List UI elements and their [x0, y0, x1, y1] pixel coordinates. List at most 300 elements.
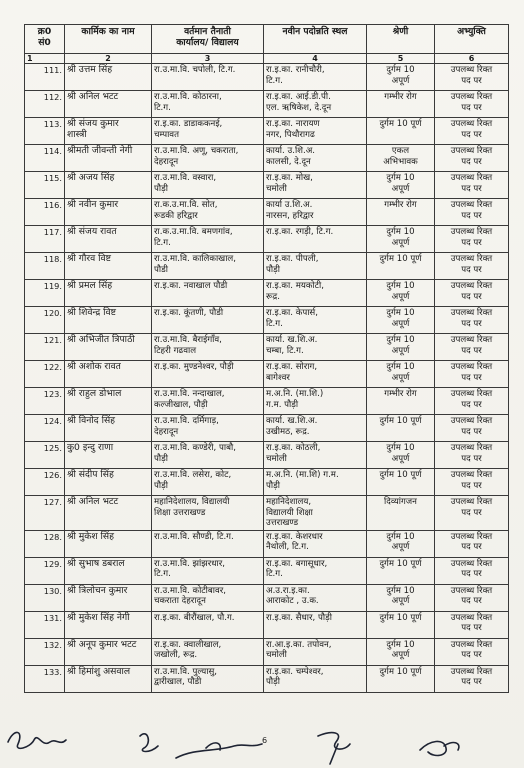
serial-number-cell-text: 123. [43, 389, 62, 399]
table-row [25, 638, 509, 665]
table-row [25, 253, 509, 280]
category-cell [367, 665, 435, 692]
current-posting-cell [152, 334, 264, 361]
employee-name-cell [65, 665, 152, 692]
remarks-cell [435, 91, 509, 118]
remarks-cell-text: उपलब्ध रिक्त पद पर [450, 558, 493, 579]
serial-number-cell-text: 116. [43, 200, 62, 210]
employee-name-cell-text: श्री मुकेश सिंह [67, 530, 114, 542]
serial-number-cell [25, 557, 65, 584]
serial-number-cell-text: 124. [43, 416, 62, 426]
employee-name-cell-text: श्री अजय सिंह [67, 172, 115, 183]
category-cell-text: दुर्गम 10 पूर्ण [379, 666, 422, 677]
category-cell [367, 496, 435, 531]
employee-name-cell-text: श्री संदीप सिंह [67, 469, 114, 480]
table-row [25, 64, 509, 91]
category-cell [367, 557, 435, 584]
employee-name-cell [65, 253, 152, 280]
serial-number-cell [25, 172, 65, 199]
column-number: 1 [25, 54, 65, 64]
serial-number-cell [25, 415, 65, 442]
category-cell [367, 64, 435, 91]
new-posting-cell [264, 145, 367, 172]
remarks-cell [435, 496, 509, 531]
remarks-cell-text: उपलब्ध रिक्त पद पर [450, 308, 493, 329]
current-posting-cell-text: रा.उ.मा.वि. नन्दाखाल, कल्जीखाल, पौड़ी [154, 389, 225, 410]
category-cell-text: दुर्गम 10 पूर्ण [379, 470, 422, 480]
serial-number-cell-text: 118. [43, 254, 62, 264]
table-row [25, 415, 509, 442]
table-body [25, 64, 509, 693]
column-number: 4 [264, 54, 367, 64]
current-posting-cell [152, 611, 264, 638]
serial-number-cell [25, 442, 65, 469]
remarks-cell [435, 118, 509, 145]
category-cell [367, 199, 435, 226]
table-row [25, 118, 509, 145]
employee-name-cell [65, 280, 152, 307]
serial-number-cell [25, 611, 65, 638]
remarks-cell-text: उपलब्ध रिक्त पद पर [450, 254, 493, 275]
table-row [25, 530, 509, 557]
category-cell [367, 388, 435, 415]
current-posting-cell [152, 280, 264, 307]
new-posting-cell [264, 496, 367, 531]
current-posting-cell [152, 388, 264, 415]
employee-name-cell-text: श्री मुकेश सिंह नेगी [67, 611, 130, 623]
employee-name-cell [65, 91, 152, 118]
new-posting-cell-text: रा.इ.का. सोराग, बागेश्वर [266, 362, 318, 383]
category-cell-text: दुर्गम 10 अपूर्ण [386, 308, 415, 329]
serial-number-cell [25, 145, 65, 172]
serial-number-cell [25, 388, 65, 415]
employee-name-cell-text: श्री अशोक रावत [67, 361, 121, 372]
category-cell [367, 253, 435, 280]
employee-name-cell-text: कु0 इन्दु राणा [67, 442, 114, 453]
serial-number-cell-text: 114. [43, 146, 62, 156]
current-posting-cell-text: महानिदेशालय, विद्यालयी शिक्षा उत्तराखण्ड [154, 497, 230, 518]
column-number-row [25, 54, 509, 64]
new-posting-cell-text: रा.इ.का. रगड़ी, टि.ग. [266, 227, 334, 237]
serial-number-cell-text: 127. [43, 497, 62, 507]
new-posting-cell [264, 64, 367, 91]
employee-name-cell-text: श्री अनिल भटट [67, 91, 119, 102]
current-posting-cell-text: रा.इ.का. डाडाककनई, चम्पावत [154, 119, 223, 140]
category-cell [367, 226, 435, 253]
category-cell [367, 280, 435, 307]
category-cell-text: दुर्गम 10 पूर्ण [379, 254, 422, 264]
serial-number-cell [25, 638, 65, 665]
new-posting-cell-text: कार्या. ख.शि.अ. चम्बा, टि.ग. [266, 335, 318, 356]
serial-number-cell-text: 128. [43, 531, 62, 542]
remarks-cell [435, 611, 509, 638]
category-cell [367, 334, 435, 361]
table-row [25, 145, 509, 172]
category-cell-text: दुर्गम 10 अपूर्ण [386, 585, 415, 606]
signature-4 [318, 733, 350, 764]
current-posting-cell-text: रा.इ.का. नवाखाल पौडी [154, 281, 228, 291]
employee-name-cell [65, 361, 152, 388]
remarks-cell-text: उपलब्ध रिक्त पद पर [450, 335, 493, 356]
employee-name-cell [65, 64, 152, 91]
serial-number-cell [25, 307, 65, 334]
employee-name-cell-text: श्री हिमांशु असवाल [67, 665, 131, 677]
serial-number-cell-text: 130. [43, 585, 62, 596]
current-posting-cell [152, 496, 264, 531]
table-row [25, 172, 509, 199]
remarks-cell [435, 280, 509, 307]
employee-name-cell-text: श्री शिवेन्द्र विष्ट [67, 307, 117, 318]
employee-name-cell-text: श्री अनिल भटट [67, 496, 119, 507]
new-posting-cell-text: म.अ.नि. (मा.शि.) ग.म. पौड़ी [266, 389, 324, 410]
remarks-cell [435, 388, 509, 415]
employee-name-cell [65, 557, 152, 584]
employee-name-cell [65, 415, 152, 442]
current-posting-cell [152, 226, 264, 253]
serial-number-cell [25, 469, 65, 496]
current-posting-cell [152, 307, 264, 334]
category-cell-text: दुर्गम 10 अपूर्ण [386, 281, 415, 302]
page-number: 6 [262, 736, 268, 745]
category-cell-text: दुर्गम 10 अपूर्ण [386, 362, 415, 383]
current-posting-cell [152, 584, 264, 611]
current-posting-cell-text: रा.उ.मा.वि. पुल्यासु, द्वारीखाल, पौडी [154, 666, 218, 687]
employee-name-cell [65, 584, 152, 611]
remarks-cell [435, 226, 509, 253]
current-posting-cell-text: रा.उ.मा.वि. लसेरा, कोट, पौड़ी [154, 470, 232, 491]
current-posting-cell [152, 415, 264, 442]
remarks-cell [435, 638, 509, 665]
remarks-cell [435, 145, 509, 172]
serial-number-cell [25, 64, 65, 91]
serial-number-cell-text: 113. [43, 119, 62, 129]
new-posting-cell [264, 415, 367, 442]
new-posting-cell-text: रा.इ.का. केशरधार नैथोली, टि.ग. [266, 531, 323, 552]
current-posting-cell [152, 665, 264, 692]
new-posting-cell-text: म.अ.नि. (मा.शि) ग.म. पौड़ी [266, 470, 339, 491]
new-posting-cell [264, 361, 367, 388]
employee-name-cell [65, 172, 152, 199]
remarks-cell [435, 334, 509, 361]
serial-number-cell-text: 122. [43, 362, 62, 372]
remarks-cell [435, 557, 509, 584]
new-posting-cell [264, 584, 367, 611]
remarks-cell-text: उपलब्ध रिक्त पद पर [450, 119, 493, 140]
remarks-cell [435, 415, 509, 442]
new-posting-cell-text: रा.इ.का. नारायण नगर, पिथौरागढ [266, 119, 320, 140]
table-row [25, 226, 509, 253]
new-posting-cell-text: रा.इ.का. पीपली, पौड़ी [266, 254, 319, 275]
current-posting-cell-text: रा.इ.का. कूंतणी, पौडी [154, 308, 224, 318]
new-posting-cell-text: कार्या. उ.शि.अ. कालसी, दे.दून [266, 146, 316, 167]
new-posting-cell-text: रा.इ.का. कोठली, चमोली [266, 443, 321, 464]
new-posting-cell [264, 118, 367, 145]
category-cell [367, 361, 435, 388]
remarks-cell-text: उपलब्ध रिक्त पद पर [450, 443, 493, 464]
serial-number-cell-text: 119. [43, 281, 62, 291]
current-posting-cell [152, 91, 264, 118]
serial-number-cell-text: 121. [43, 335, 62, 345]
employee-name-cell-text: श्री प्रमल सिंह [67, 280, 113, 291]
serial-number-cell [25, 334, 65, 361]
new-posting-cell [264, 665, 367, 692]
table-row [25, 199, 509, 226]
remarks-cell [435, 665, 509, 692]
employee-name-cell [65, 530, 152, 557]
current-posting-cell-text: रा.उ.मा.वि. कालिकाखाल, पौडी [154, 254, 236, 275]
employee-name-cell [65, 145, 152, 172]
column-number: 6 [435, 54, 509, 64]
category-cell-text: गम्भीर रोग [384, 389, 417, 399]
new-posting-cell [264, 199, 367, 226]
category-cell-text: गम्भीर रोग [384, 200, 417, 210]
header-current-posting: वर्तमान तैनाती कार्यालय/ विद्यालय [152, 25, 264, 54]
serial-number-cell-text: 117. [43, 227, 62, 237]
category-cell [367, 145, 435, 172]
column-number: 3 [152, 54, 264, 64]
new-posting-cell [264, 280, 367, 307]
serial-number-cell-text: 115. [43, 173, 62, 183]
category-cell-text: दिव्यांगजन [384, 497, 417, 507]
employee-name-cell [65, 226, 152, 253]
new-posting-cell-text: रा.इ.का. मोख, चमोली [266, 173, 313, 194]
employee-name-cell-text: श्री राहुल डोभाल [67, 388, 122, 399]
serial-number-cell [25, 226, 65, 253]
category-cell [367, 118, 435, 145]
category-cell-text: दुर्गम 10 अपूर्ण [386, 65, 415, 86]
employee-name-cell-text: श्रीमती जीवन्ती नेगी [67, 145, 133, 156]
table-row [25, 361, 509, 388]
serial-number-cell [25, 530, 65, 557]
current-posting-cell-text: रा.उ.मा.वि. सौण्डी, टि.ग. [154, 531, 234, 542]
current-posting-cell-text: रा.उ.मा.वि. चपोली, टि.ग. [154, 65, 236, 75]
new-posting-cell [264, 638, 367, 665]
signature-3 [176, 743, 262, 758]
category-cell-text: दुर्गम 10 अपूर्ण [386, 227, 415, 248]
current-posting-cell [152, 118, 264, 145]
employee-name-cell [65, 118, 152, 145]
remarks-cell [435, 307, 509, 334]
header-name: कार्मिक का नाम [65, 25, 152, 54]
current-posting-cell [152, 638, 264, 665]
employee-name-cell-text: श्री विनोद सिंह [67, 415, 116, 426]
serial-number-cell-text: 120. [43, 308, 62, 318]
remarks-cell [435, 64, 509, 91]
employee-name-cell [65, 334, 152, 361]
remarks-cell-text: उपलब्ध रिक्त पद पर [450, 92, 493, 113]
current-posting-cell-text: रा.उ.मा.वि. बैराईगाँव, टिहरी गढवाल [154, 335, 222, 356]
table-row [25, 307, 509, 334]
category-cell-text: दुर्गम 10 पूर्ण [379, 612, 422, 623]
new-posting-cell [264, 91, 367, 118]
current-posting-cell-text: रा.उ.मा.वि. अणू, चकराता, देहरादून [154, 146, 239, 167]
employee-name-cell-text: श्री अभिजीत त्रिपाठी [67, 334, 135, 345]
employee-name-cell-text: श्री संजय रावत [67, 226, 117, 237]
category-cell-text: एकल अभिभावक [383, 146, 418, 167]
signature-2 [140, 734, 158, 752]
current-posting-cell [152, 530, 264, 557]
new-posting-cell-text: रा.इ.का. केपार्स, टि.ग. [266, 308, 318, 329]
current-posting-cell-text: रा.क.उ.मा.वि. बमणगांव, टि.ग. [154, 227, 233, 248]
category-cell [367, 611, 435, 638]
serial-number-cell-text: 133. [43, 666, 62, 677]
employee-name-cell-text: श्री संजय कुमार शास्त्री [67, 118, 119, 140]
remarks-cell [435, 530, 509, 557]
category-cell-text: गम्भीर रोग [384, 92, 417, 102]
new-posting-cell-text: रा.इ.का. सैधार, पौड़ी [266, 612, 332, 623]
promotion-roster-table [24, 24, 509, 693]
serial-number-cell-text: 111. [43, 65, 62, 75]
table-row [25, 557, 509, 584]
remarks-cell-text: उपलब्ध रिक्त पद पर [450, 585, 493, 606]
category-cell-text: दुर्गम 10 अपूर्ण [386, 173, 415, 194]
table-row [25, 584, 509, 611]
current-posting-cell [152, 172, 264, 199]
current-posting-cell [152, 64, 264, 91]
remarks-cell-text: उपलब्ध रिक्त पद पर [450, 639, 493, 660]
category-cell [367, 638, 435, 665]
serial-number-cell [25, 280, 65, 307]
new-posting-cell-text: रा.इ.का. मयकोटी, रूद्र. [266, 281, 324, 302]
new-posting-cell [264, 307, 367, 334]
new-posting-cell-text: रा.इ.का. बगासूधार, टि.ग. [266, 558, 328, 579]
new-posting-cell-text: महानिदेशालय, विद्यालयी शिक्षा उत्तराखण्ड [266, 497, 313, 528]
remarks-cell [435, 253, 509, 280]
current-posting-cell-text: रा.क.उ.मा.वि. सोत, रूडकी हरिद्वार [154, 200, 218, 221]
table-row [25, 496, 509, 531]
current-posting-cell-text: रा.इ.का. क्वालीखाल, जखोली, रूद्र. [154, 639, 222, 660]
category-cell [367, 442, 435, 469]
current-posting-cell [152, 442, 264, 469]
current-posting-cell-text: रा.उ.मा.वि. कोठारना, टि.ग. [154, 92, 222, 113]
current-posting-cell [152, 361, 264, 388]
remarks-cell [435, 442, 509, 469]
current-posting-cell-text: रा.उ.मा.वि. कण्डेरी, पाबौ, पौड़ी [154, 443, 236, 464]
remarks-cell-text: उपलब्ध रिक्त पद पर [450, 470, 493, 491]
serial-number-cell [25, 91, 65, 118]
current-posting-cell-text: रा.इ.का. मुण्डनेश्वर, पौड़ी [154, 362, 234, 372]
employee-name-cell [65, 307, 152, 334]
signature-5 [420, 741, 459, 755]
new-posting-cell [264, 469, 367, 496]
remarks-cell-text: उपलब्ध रिक्त पद पर [450, 227, 493, 248]
category-cell-text: दुर्गम 10 पूर्ण [379, 119, 422, 129]
category-cell [367, 307, 435, 334]
table-row [25, 91, 509, 118]
remarks-cell-text: उपलब्ध रिक्त पद पर [450, 389, 493, 410]
current-posting-cell [152, 145, 264, 172]
remarks-cell-text: उपलब्ध रिक्त पद पर [450, 281, 493, 302]
table-row [25, 611, 509, 638]
serial-number-cell [25, 361, 65, 388]
current-posting-cell [152, 253, 264, 280]
new-posting-cell [264, 611, 367, 638]
new-posting-cell [264, 388, 367, 415]
current-posting-cell-text: रा.उ.मा.वि. कोटीबावर, चकराता देहरादून [154, 585, 227, 606]
remarks-cell-text: उपलब्ध रिक्त पद पर [450, 612, 493, 633]
category-cell-text: दुर्गम 10 पूर्ण [379, 416, 422, 426]
category-cell-text: दुर्गम 10 अपूर्ण [386, 639, 415, 660]
category-cell [367, 91, 435, 118]
new-posting-cell-text: रा.इ.का. आई.डी.पी. एल. ऋषिकेश, दे.दून [266, 92, 332, 113]
employee-name-cell-text: श्री नवीन कुमार [67, 199, 119, 210]
employee-name-cell-text: श्री अनूप कुमार भटट [67, 638, 137, 650]
remarks-cell [435, 469, 509, 496]
category-cell-text: दुर्गम 10 अपूर्ण [386, 531, 415, 552]
remarks-cell-text: उपलब्ध रिक्त पद पर [450, 416, 493, 437]
new-posting-cell [264, 226, 367, 253]
category-cell [367, 584, 435, 611]
category-cell-text: दुर्गम 10 अपूर्ण [386, 335, 415, 356]
current-posting-cell-text: रा.उ.मा.वि. झांझरधार, टि.ग. [154, 558, 225, 579]
current-posting-cell [152, 469, 264, 496]
remarks-cell-text: उपलब्ध रिक्त पद पर [450, 531, 493, 552]
new-posting-cell [264, 442, 367, 469]
remarks-cell-text: उपलब्ध रिक्त पद पर [450, 65, 493, 86]
current-posting-cell-text: रा.उ.मा.वि. दर्मिगाड़, देहरादून [154, 416, 219, 437]
remarks-cell-text: उपलब्ध रिक्त पद पर [450, 173, 493, 194]
category-cell [367, 172, 435, 199]
new-posting-cell [264, 334, 367, 361]
current-posting-cell [152, 557, 264, 584]
employee-name-cell [65, 442, 152, 469]
current-posting-cell-text: रा.इ.का. बीरौंखाल, पौ.ग. [154, 612, 235, 623]
employee-name-cell [65, 611, 152, 638]
new-posting-cell [264, 557, 367, 584]
header-sno: क्र0 सं0 [25, 25, 65, 54]
category-cell [367, 469, 435, 496]
header-row [25, 25, 509, 54]
new-posting-cell [264, 530, 367, 557]
remarks-cell-text: उपलब्ध रिक्त पद पर [450, 200, 493, 221]
remarks-cell [435, 584, 509, 611]
employee-name-cell [65, 496, 152, 531]
column-number: 5 [367, 54, 435, 64]
serial-number-cell-text: 112. [43, 92, 62, 102]
remarks-cell [435, 172, 509, 199]
signature-1 [8, 732, 66, 748]
serial-number-cell [25, 665, 65, 692]
table-row [25, 665, 509, 692]
remarks-cell-text: उपलब्ध रिक्त पद पर [450, 666, 493, 687]
remarks-cell-text: उपलब्ध रिक्त पद पर [450, 146, 493, 167]
employee-name-cell-text: श्री त्रिलोचन कुमार [67, 584, 128, 596]
new-posting-cell [264, 253, 367, 280]
table-row [25, 334, 509, 361]
serial-number-cell-text: 129. [43, 558, 62, 569]
employee-name-cell-text: श्री गौरव विष्ट [67, 253, 111, 264]
employee-name-cell [65, 638, 152, 665]
serial-number-cell [25, 584, 65, 611]
new-posting-cell-text: रा.इ.का. रानीचौरी, टि.ग. [266, 65, 325, 86]
new-posting-cell-text: कार्या उ.शि.अ. नारसन, हरिद्वार [266, 200, 314, 221]
new-posting-cell [264, 172, 367, 199]
category-cell-text: दुर्गम 10 पूर्ण [379, 558, 422, 569]
serial-number-cell-text: 125. [43, 443, 62, 453]
category-cell-text: दुर्गम 10 अपूर्ण [386, 443, 415, 464]
new-posting-cell-text: रा.इ.का. चम्पेश्वर, पौड़ी [266, 666, 324, 687]
current-posting-cell-text: रा.उ.मा.वि. वस्वारा, पौड़ी [154, 173, 217, 194]
category-cell [367, 415, 435, 442]
table-row [25, 388, 509, 415]
header-new-posting: नवीन पदोन्नति स्थल [264, 25, 367, 54]
serial-number-cell [25, 199, 65, 226]
serial-number-cell [25, 118, 65, 145]
current-posting-cell [152, 199, 264, 226]
remarks-cell-text: उपलब्ध रिक्त पद पर [450, 497, 493, 518]
employee-name-cell [65, 388, 152, 415]
header-remarks: अभ्युक्ति [435, 25, 509, 54]
